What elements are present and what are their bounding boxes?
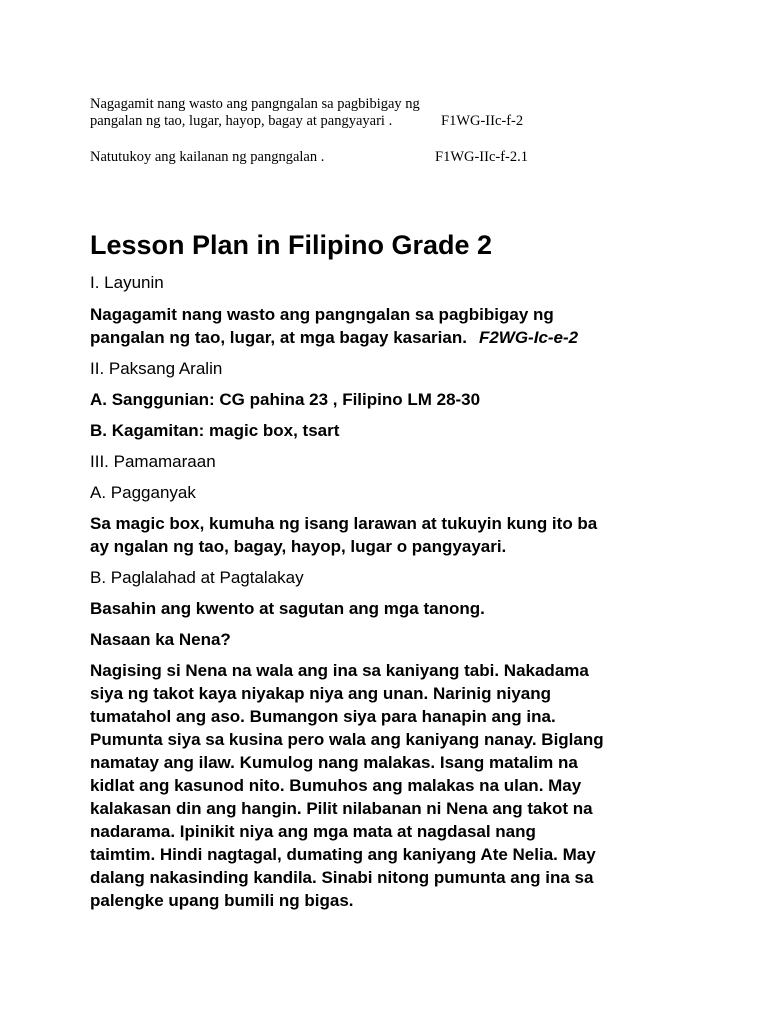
section2-materials: B. Kagamitan: magic box, tsart xyxy=(90,421,340,440)
instruction-text: Basahin ang kwento at sagutan ang mga tanong. xyxy=(90,599,485,618)
story-line: kalakasan din ang hangin. Pilit nilabanan ni Nena ang takot na xyxy=(90,799,593,818)
story-line: palengke upang bumili ng bigas. xyxy=(90,891,354,910)
section1-objective-line xyxy=(90,326,578,349)
section1-objective-line2-text: pangalan ng tao, lugar, at mga bagay kasarian. xyxy=(90,328,467,347)
section1-objective-line: Nagagamit nang wasto ang pangngalan sa pagbibigay ng xyxy=(90,305,554,324)
story-line: nadarama. Ipinikit niya ang mga mata at nagdasal nang xyxy=(90,822,536,841)
motivation-heading: A. Pagganyak xyxy=(90,483,196,502)
header-objective1-line2: pangalan ng tao, lugar, hayop, bagay at pangyayari . xyxy=(90,113,393,129)
section1-objective xyxy=(90,303,578,349)
section2-heading: II. Paksang Aralin xyxy=(90,359,223,378)
story-line: siya ng takot kaya niyakap niya ang unan. Narinig niyang xyxy=(90,684,552,703)
motivation-line: ay ngalan ng tao, bagay, hayop, lugar o pangyayari. xyxy=(90,537,507,556)
section1-heading: I. Layunin xyxy=(90,273,164,292)
section1-code: F2WG-Ic-e-2 xyxy=(478,328,579,347)
page-title: Lesson Plan in Filipino Grade 2 xyxy=(90,230,493,260)
story-paragraph xyxy=(90,659,604,912)
story-line: namatay ang ilaw. Kumulog nang malakas. Isang matalim na xyxy=(90,753,578,772)
header-objective1-line1: Nagagamit nang wasto ang pangngalan sa pagbibigay ng xyxy=(90,96,420,112)
story-line: taimtim. Hindi nagtagal, dumating ang kaniyang Ate Nelia. May xyxy=(90,845,596,864)
story-line: dalang nakasinding kandila. Sinabi nitong pumunta ang ina sa xyxy=(90,868,594,887)
motivation-paragraph xyxy=(90,512,597,558)
story-title: Nasaan ka Nena? xyxy=(90,630,231,649)
story-line: kidlat ang kasunod nito. Bumuhos ang malakas na ulan. May xyxy=(90,776,582,795)
header-objective2-text: Natutukoy ang kailanan ng pangngalan . xyxy=(90,149,325,165)
section2-reference: A. Sanggunian: CG pahina 23 , Filipino LM 28-30 xyxy=(90,390,481,409)
story-line: Nagising si Nena na wala ang ina sa kaniyang tabi. Nakadama xyxy=(90,661,589,680)
story-line: tumatahol ang aso. Bumangon siya para hanapin ang ina. xyxy=(90,707,556,726)
section3-heading: III. Pamamaraan xyxy=(90,452,216,471)
header-objective2-code: F1WG-IIc-f-2.1 xyxy=(435,149,529,165)
header-objective1-code: F1WG-IIc-f-2 xyxy=(441,113,524,129)
presentation-heading: B. Paglalahad at Pagtalakay xyxy=(90,568,304,587)
story-line: Pumunta siya sa kusina pero wala ang kaniyang nanay. Biglang xyxy=(90,730,604,749)
motivation-line: Sa magic box, kumuha ng isang larawan at tukuyin kung ito ba xyxy=(90,514,598,533)
